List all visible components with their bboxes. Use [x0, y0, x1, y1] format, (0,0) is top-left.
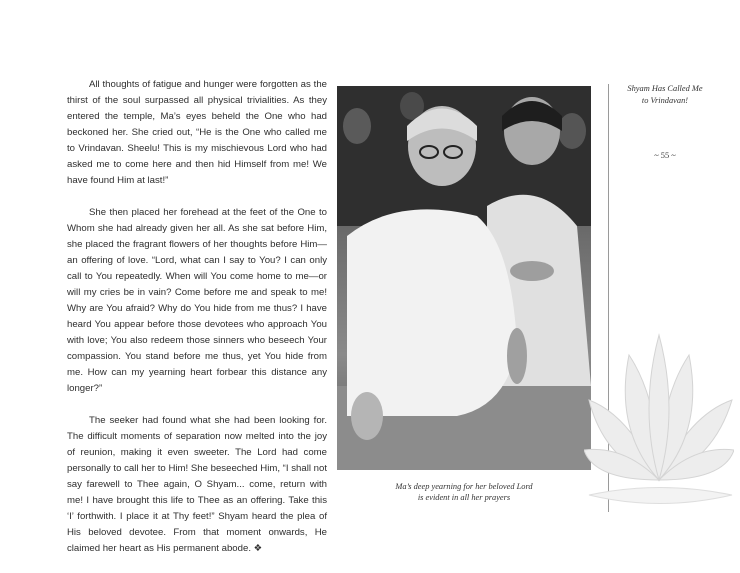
caption-line-2: is evident in all her prayers: [417, 493, 511, 502]
running-head-line-2: to Vrindavan!: [641, 96, 689, 105]
paragraph-3: The seeker had found what she had been looking for. The difficult moments of separation now melted into the joy of reunion, making it even sweeter. The Lord had come personally to call her to Him! She beseeched Him, “I shall not say farewell to Thee again, O Shyam... come, return with me! I have brought this life to Thee as an offering. Take this ‘I’ forthwith. I place it at Thy feet!” Shyam heard the plea of His beloved devotee. From that moment onwards, He claimed her heart as His permanent abode. ❖: [67, 415, 327, 554]
running-head-line-1: Shyam Has Called Me: [627, 84, 703, 93]
paragraph-2: She then placed her forehead at the feet of the One to Whom she had already given her all. As she sat before Him, she placed the fragrant flowers of her thoughts before Him—an offering of love. “Lord, what can I say to You? I can only call to You repeatedly. When will You come home to me—or will my cries be in vain? Come before me and speak to me! Why are You afraid? Why do You hide from me thus? I have heard You appear before those devotees who approach You with love; You also redeem those sinners who beseech Your compassion. You stand before me thus, yet You hide from me. How can my yearning heart forbear this distance any longer?”: [67, 207, 327, 394]
page-number: ~ 55 ~: [654, 151, 676, 160]
photograph: [337, 86, 591, 470]
lotus-flower-decoration: [584, 330, 734, 512]
body-text: [67, 77, 327, 573]
running-head: [612, 83, 718, 107]
paragraph-1: All thoughts of fatigue and hunger were forgotten as the thirst of the soul surpassed all physical trivialities. As they entered the temple, Ma’s eyes beheld the One who had beckoned her. She cried out, “He is the One who called me to Vrindavan. Sheelu! This is my mischievous Lord who had asked me to come here and then hid Himself from me! We have found Him at last!”: [67, 79, 327, 186]
photograph-illustration: [337, 86, 591, 470]
photo-caption: [337, 481, 591, 503]
caption-line-1: Ma’s deep yearning for her beloved Lord: [395, 482, 533, 491]
